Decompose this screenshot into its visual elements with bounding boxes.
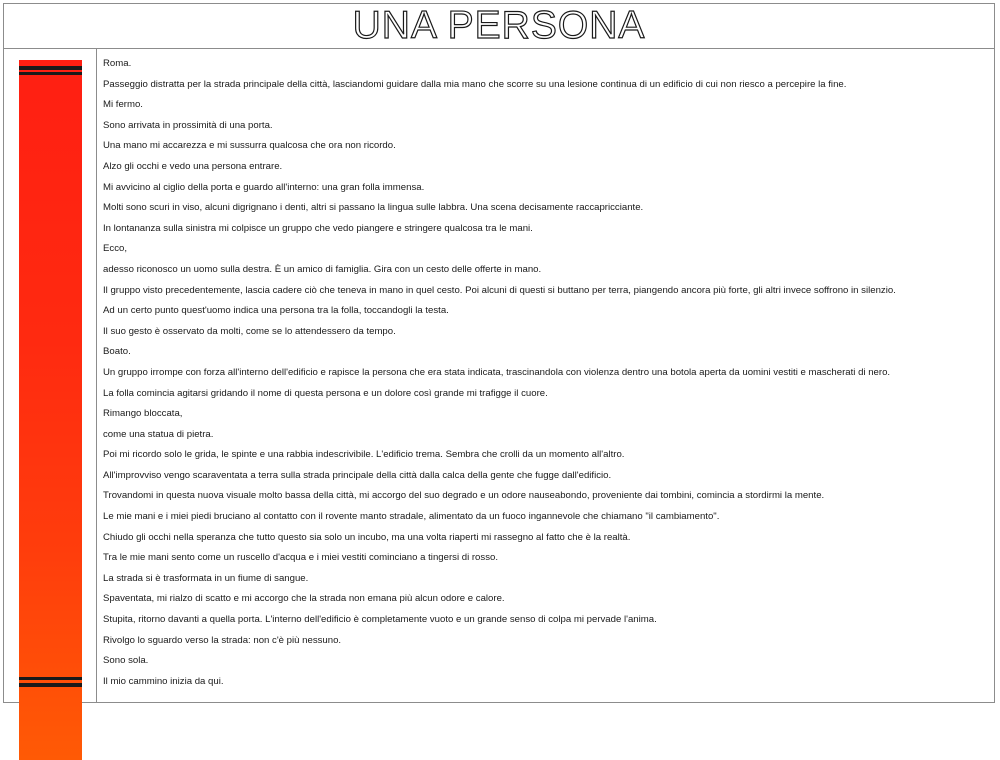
story-text: [103, 54, 988, 692]
story-line: Alzo gli occhi e vedo una persona entrare.: [103, 160, 283, 172]
crayon-band: [19, 72, 82, 75]
story-line: La strada si è trasformata in un fiume di sangue.: [103, 572, 309, 584]
story-line: Ecco,: [103, 243, 127, 255]
story-line: Molti sono scuri in viso, alcuni digrignano i denti, altri si passano la lingua sulle labbra. Una scena decisamente raccapricciante.: [103, 202, 644, 214]
story-line: Sono arrivata in prossimità di una porta.: [103, 119, 273, 131]
story-line: Trovandomi in questa nuova visuale molto bassa della città, mi accorgo del suo degrado e un odore nauseabondo, proveniente dai tombini, comincia a stordirmi la mente.: [103, 490, 825, 502]
document-title: UNA PERSONA: [352, 4, 646, 47]
story-line: Una mano mi accarezza e mi sussurra qualcosa che ora non ricordo.: [103, 140, 396, 152]
document-body: [4, 49, 994, 702]
story-line: Mi avvicino al ciglio della porta e guardo all'interno: una gran folla immensa.: [103, 181, 425, 193]
crayon-band: [19, 677, 82, 680]
story-line: Rivolgo lo sguardo verso la strada: non c'è più nessuno.: [103, 634, 342, 646]
story-line: adesso riconosco un uomo sulla destra. È un amico di famiglia. Gira con un cesto delle offerte in mano.: [103, 263, 542, 275]
story-line: Le mie mani e i miei piedi bruciano al contatto con il rovente manto stradale, alimentato da un fuoco ingannevole che chiamano "il cambiamento".: [103, 511, 720, 523]
document-page: [3, 3, 995, 703]
story-line: Tra le mie mani sento come un ruscello d'acqua e i miei vestiti cominciano a tingersi di rosso.: [103, 552, 498, 564]
story-line: come una statua di pietra.: [103, 428, 214, 440]
story-line: Rimango bloccata,: [103, 408, 183, 420]
story-line: Sono sola.: [103, 655, 149, 667]
story-line: All'improvviso vengo scaraventata a terra sulla strada principale della città dalla calca della gente che fugge dall'edificio.: [103, 469, 612, 481]
decoration-column: [4, 49, 97, 702]
red-crayon-illustration: [19, 60, 82, 760]
title-row: [4, 4, 994, 49]
story-line: Un gruppo irrompe con forza all'interno dell'edificio e rapisce la persona che era stata indicata, trascinandola con violenza dentro una botola aperta da uomini vestiti e mascherati di nero.: [103, 366, 891, 378]
crayon-band: [19, 683, 82, 687]
story-line: Il suo gesto è osservato da molti, come se lo attendessero da tempo.: [103, 325, 396, 337]
story-line: Ad un certo punto quest'uomo indica una persona tra la folla, toccandogli la testa.: [103, 305, 449, 317]
story-line: Stupita, ritorno davanti a quella porta. L'interno dell'edificio è completamente vuoto e un grande senso di colpa mi pervade l'anima.: [103, 614, 657, 626]
story-line: Chiudo gli occhi nella speranza che tutto questo sia solo un incubo, ma una volta riaperti mi rassegno al fatto che è la realtà.: [103, 531, 631, 543]
story-line: Mi fermo.: [103, 99, 143, 111]
story-line: Boato.: [103, 346, 131, 358]
story-line: Spaventata, mi rialzo di scatto e mi accorgo che la strada non emana più alcun odore e calore.: [103, 593, 505, 605]
story-line: In lontananza sulla sinistra mi colpisce un gruppo che vedo piangere e stringere qualcosa tra le mani.: [103, 222, 533, 234]
story-line: Poi mi ricordo solo le grida, le spinte e una rabbia indescrivibile. L'edificio trema. Sembra che crolli da un momento all'altro.: [103, 449, 625, 461]
story-line: La folla comincia agitarsi gridando il nome di questa persona e un dolore così grande mi trafigge il cuore.: [103, 387, 548, 399]
story-line: Il gruppo visto precedentemente, lascia cadere ciò che teneva in mano in quel cesto. Poi alcuni di questi si buttano per terra, piangendo ancora più forte, gli altri invece soffrono in silenzio.: [103, 284, 896, 296]
crayon-band: [19, 66, 82, 70]
story-line: Il mio cammino inizia da qui.: [103, 675, 224, 687]
story-line: Passeggio distratta per la strada principale della città, lasciandomi guidare dalla mia mano che scorre su una lesione continua di un edificio di cui non riesco a percepire la fine.: [103, 78, 847, 90]
story-line: Roma.: [103, 58, 132, 69]
